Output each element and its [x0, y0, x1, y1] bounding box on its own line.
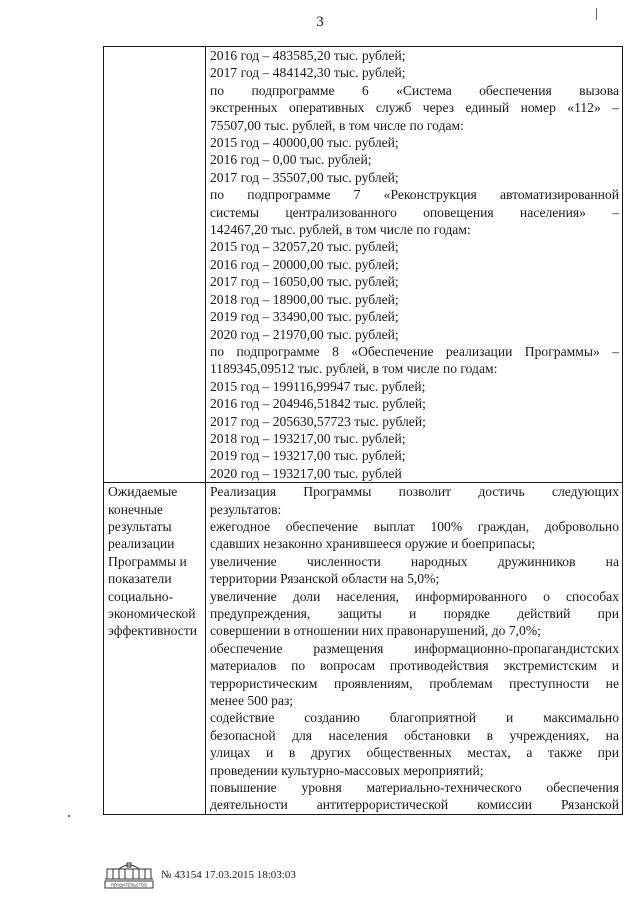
program-passport-table — [103, 46, 623, 815]
results-line: результатов: — [210, 501, 282, 517]
funding-line: 2016 год – 0,00 тыс. рублей; — [210, 152, 372, 168]
results-label-line: реализации — [108, 536, 175, 552]
results-line: территории Рязанской области на 5,0%; — [210, 571, 440, 587]
results-line: проведении культурно-массовых мероприятий; — [210, 762, 484, 778]
funding-line: 2019 год – 33490,00 тыс. рублей; — [210, 309, 399, 325]
results-line: улицах и в других общественных местах, а также при — [210, 745, 619, 761]
results-label-cell — [104, 483, 206, 815]
funding-content-cell — [206, 47, 623, 483]
results-line: ежегодное обеспечение выплат 100% граждан, добровольно — [210, 518, 619, 534]
results-row — [104, 483, 623, 815]
results-content-cell — [206, 483, 623, 815]
logo-caption: ПРАВИТЕЛЬСТВО — [110, 882, 148, 888]
funding-line: 2020 год – 193217,00 тыс. рублей — [210, 465, 402, 481]
results-line: террористическим проявлениям, проблемам преступности не — [210, 675, 619, 691]
page-number: 3 — [316, 14, 324, 30]
results-label-line: показатели — [108, 571, 172, 587]
results-line: предупреждения, защиты и порядке действий при — [210, 606, 619, 621]
funding-line: 2017 год – 484142,30 тыс. рублей; — [210, 65, 406, 81]
funding-line: 2017 год – 35507,00 тыс. рублей; — [210, 169, 399, 185]
registration-stamp: № 43154 17.03.2015 18:03:03 — [161, 869, 296, 881]
results-line: увеличение численности народных дружинников на — [210, 553, 619, 569]
funding-line: 75507,00 тыс. рублей, в том числе по годам: — [210, 117, 464, 133]
results-label-line: эффективности — [108, 623, 198, 639]
results-label-line: результаты — [108, 518, 172, 534]
results-line: Реализация Программы позволит достичь следующих — [210, 484, 619, 500]
results-line: материалов по вопросам противодействия экстремистским и — [210, 658, 619, 674]
results-label-line: Программы и — [108, 553, 187, 569]
results-line: обеспечение размещения информационно-пропагандистских — [210, 640, 619, 656]
funding-line: экстренных оперативных служб через единый номер «112» – — [210, 100, 619, 116]
results-label-line: экономической — [108, 606, 196, 621]
corner-mark — [596, 8, 597, 20]
results-line: сдавших незаконно хранившееся оружие и боеприпасы; — [210, 536, 536, 552]
results-label-line: Ожидаемые — [108, 484, 178, 500]
funding-line: 2016 год – 204946,51842 тыс. рублей; — [210, 396, 426, 412]
funding-line: системы централизованного оповещения населения» – — [210, 204, 619, 220]
funding-line: 2018 год – 18900,00 тыс. рублей; — [210, 291, 399, 307]
funding-line: 2019 год – 193217,00 тыс. рублей; — [210, 448, 406, 464]
funding-line: 1189345,09512 тыс. рублей, в том числе по годам: — [210, 361, 498, 377]
scan-speck — [68, 815, 70, 817]
results-line: повышение уровня материально-технического обеспечения — [210, 780, 619, 796]
funding-line: 2015 год – 40000,00 тыс. рублей; — [210, 135, 399, 151]
funding-line: по подпрограмме 6 «Система обеспечения вызова — [210, 82, 619, 98]
funding-line: 2015 год – 32057,20 тыс. рублей; — [210, 239, 399, 255]
funding-line: 2016 год – 483585,20 тыс. рублей; — [210, 48, 406, 63]
funding-line: 2020 год – 21970,00 тыс. рублей; — [210, 326, 399, 342]
results-line: совершении в отношении них правонарушений, до 7,0%; — [210, 623, 541, 639]
results-line: содействие созданию благоприятной и максимально — [210, 710, 619, 726]
government-building-logo-icon — [103, 860, 155, 890]
funding-line: по подпрограмме 7 «Реконструкция автоматизированной — [210, 187, 619, 203]
funding-line: 2018 год – 193217,00 тыс. рублей; — [210, 430, 406, 446]
funding-line: по подпрограмме 8 «Обеспечение реализации Программы» – — [210, 343, 619, 359]
funding-row — [104, 47, 623, 483]
results-line: безопасной для населения обстановки в учреждениях, на — [210, 727, 619, 743]
results-line: деятельности антитеррористической комиссии Рязанской — [210, 797, 619, 813]
funding-line: 2017 год – 16050,00 тыс. рублей; — [210, 274, 399, 290]
results-line: увеличение доли населения, информированного о способах — [210, 588, 619, 604]
funding-label-cell — [104, 47, 206, 483]
results-label-line: конечные — [108, 501, 163, 517]
funding-line: 2017 год – 205630,57723 тыс. рублей; — [210, 413, 426, 429]
results-line: менее 500 раз; — [210, 693, 294, 709]
results-label-line: социально- — [108, 588, 174, 604]
funding-line: 142467,20 тыс. рублей, в том числе по годам: — [210, 222, 471, 238]
funding-line: 2015 год – 199116,99947 тыс. рублей; — [210, 378, 426, 394]
funding-line: 2016 год – 20000,00 тыс. рублей; — [210, 256, 399, 272]
